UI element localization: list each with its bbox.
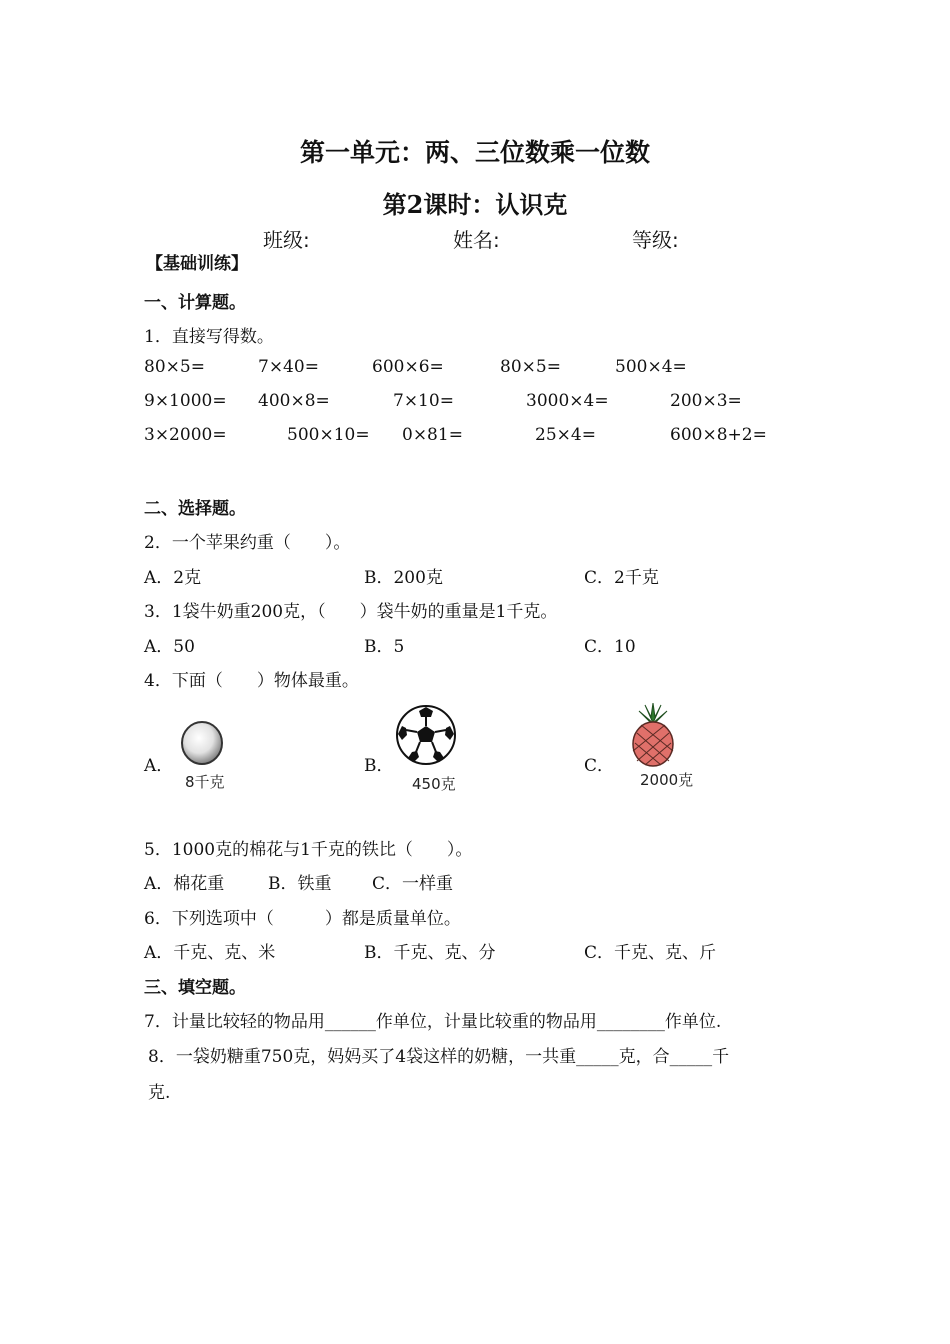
q1-prompt: 1．直接写得数。: [144, 327, 274, 347]
q5-prompt: 5．1000克的棉花与1千克的铁比（ ）。: [144, 840, 473, 860]
calc-item: 200×3=: [670, 391, 742, 411]
grade-label: 等级:: [632, 228, 679, 252]
section-fill: 三、填空题。: [144, 978, 246, 998]
name-label: 姓名:: [453, 228, 500, 252]
page-title: 第一单元：两、三位数乘一位数: [299, 138, 650, 167]
q2-prompt: 2．一个苹果约重（ ）。: [144, 533, 351, 553]
q3-option-a: A．50: [144, 637, 195, 657]
q3-option-c: C．10: [584, 637, 636, 657]
q8-line2: 克.: [148, 1083, 171, 1103]
q4-prompt: 4．下面（ ）物体最重。: [144, 671, 359, 691]
soccer-ball-icon: [395, 704, 457, 766]
calc-item: 500×4=: [615, 357, 687, 377]
q6-option-c: C．千克、克、斤: [584, 943, 717, 963]
calc-item: 3×2000=: [144, 425, 227, 445]
ball-icon: [178, 719, 226, 769]
section-calc: 一、计算题。: [144, 293, 246, 313]
q4-option-a-caption: 8千克: [185, 773, 225, 791]
calc-item: 9×1000=: [144, 391, 227, 411]
q4-option-c-caption: 2000克: [640, 771, 694, 789]
q4-option-b-label: B．: [364, 756, 394, 776]
calc-item: 7×40=: [258, 357, 319, 377]
q7-text: 7．计量比较轻的物品用______作单位，计量比较重的物品用________作单位.: [144, 1012, 722, 1032]
q2-option-c: C．2千克: [584, 568, 659, 588]
q4-option-a-label: A．: [144, 756, 174, 776]
q3-prompt: 3．1袋牛奶重200克，（ ）袋牛奶的重量是1千克。: [144, 602, 558, 622]
q5-option-c: C．一样重: [372, 874, 454, 894]
q4-option-b-caption: 450克: [412, 775, 456, 793]
q6-option-a: A．千克、克、米: [144, 943, 276, 963]
basic-training-header: 【基础训练】: [146, 254, 248, 274]
q6-prompt: 6．下列选项中（ ）都是质量单位。: [144, 909, 461, 929]
q6-option-b: B．千克、克、分: [364, 943, 496, 963]
calc-item: 600×8+2=: [670, 425, 767, 445]
class-label: 班级:: [263, 228, 310, 252]
q2-option-b: B．200克: [364, 568, 443, 588]
calc-item: 80×5=: [144, 357, 205, 377]
pineapple-icon: [627, 703, 679, 767]
q4-option-c-label: C．: [584, 756, 615, 776]
calc-item: 600×6=: [372, 357, 444, 377]
calc-item: 3000×4=: [526, 391, 609, 411]
calc-item: 80×5=: [500, 357, 561, 377]
page-subtitle: 第2课时：认识克: [382, 190, 568, 219]
calc-item: 500×10=: [287, 425, 370, 445]
q8-line1: 8．一袋奶糖重750克，妈妈买了4袋这样的奶糖，一共重_____克，合_____千: [148, 1047, 730, 1067]
calc-item: 0×81=: [402, 425, 463, 445]
calc-item: 400×8=: [258, 391, 330, 411]
q3-option-b: B．5: [364, 637, 405, 657]
section-choice: 二、选择题。: [144, 499, 246, 519]
q5-option-b: B．铁重: [268, 874, 332, 894]
calc-item: 25×4=: [535, 425, 596, 445]
q5-option-a: A．棉花重: [144, 874, 225, 894]
calc-item: 7×10=: [393, 391, 454, 411]
q2-option-a: A．2克: [144, 568, 202, 588]
